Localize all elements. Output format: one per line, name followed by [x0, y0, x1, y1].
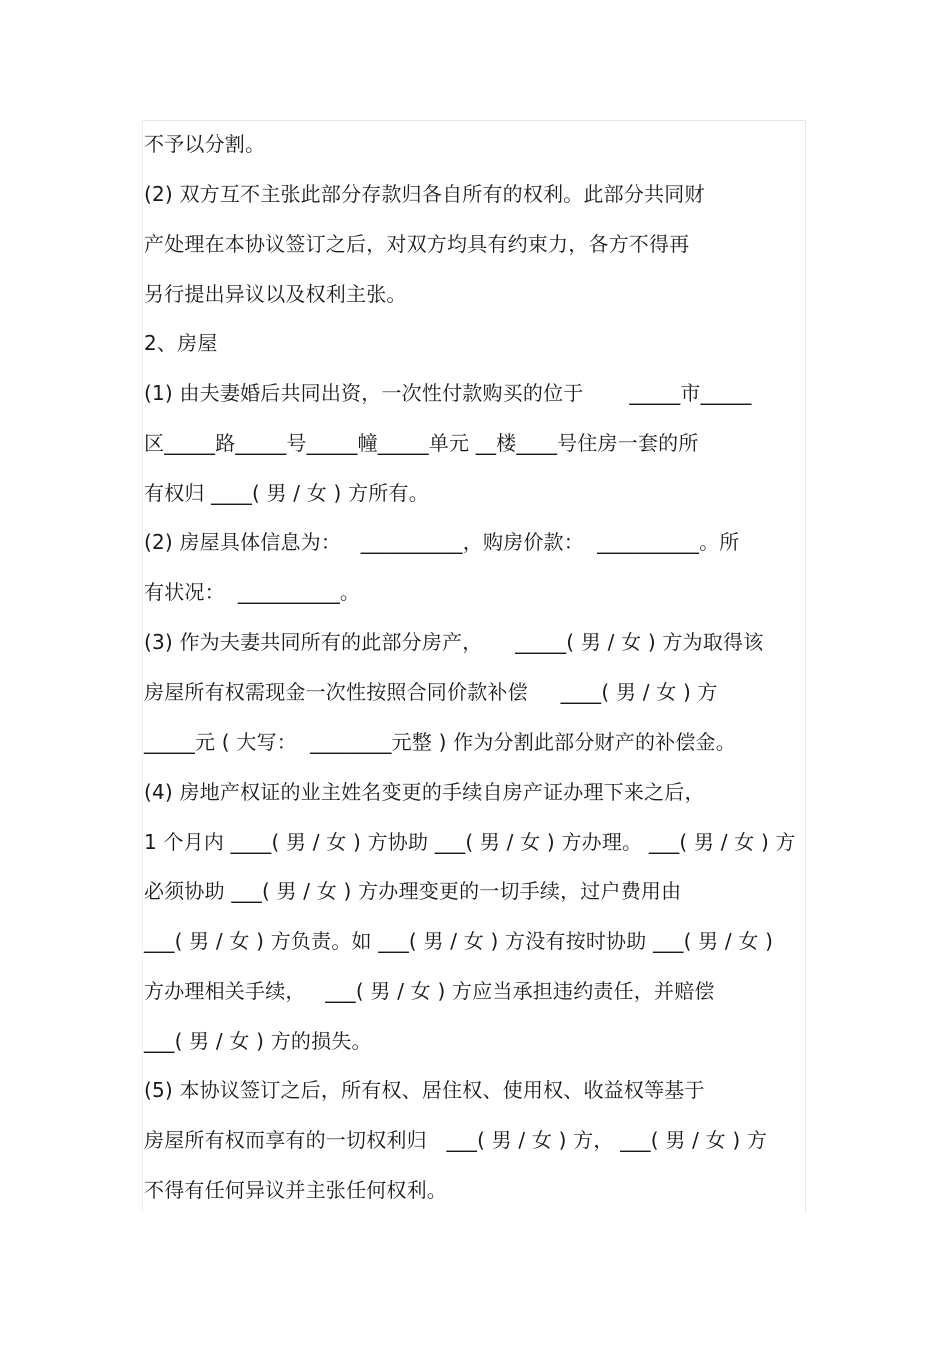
text-line: 产处理在本协议签订之后，对双方均具有约束力，各方不得再: [144, 232, 690, 256]
text-line: 必须协助 ___( 男 / 女 ) 方办理变更的一切手续，过户费用由: [144, 879, 682, 903]
text-line: (2) 房屋具体信息为： __________，购房价款： __________。所: [144, 530, 740, 554]
text-line: (5) 本协议签订之后，所有权、居住权、使用权、收益权等基于: [144, 1078, 705, 1102]
text-line: 方办理相关手续， ___( 男 / 女 ) 方应当承担违约责任，并赔偿: [144, 979, 715, 1003]
text-line: 区_____路_____号_____幢_____单元 __楼____号住房一套的所: [144, 431, 699, 455]
text-line: (3) 作为夫妻共同所有的此部分房产， _____( 男 / 女 ) 方为取得该: [144, 630, 764, 654]
text-line: 不予以分割。: [144, 132, 266, 156]
text-line: ___( 男 / 女 ) 方的损失。: [144, 1029, 372, 1053]
text-line: 有状况： __________。: [144, 580, 361, 604]
text-line: 房屋所有权需现金一次性按照合同价款补偿 ____( 男 / 女 ) 方: [144, 680, 718, 704]
text-line: 1 个月内 ____( 男 / 女 ) 方协助 ___( 男 / 女 ) 方办理。 ___( 男 / 女 ) 方: [144, 830, 796, 854]
text-line: 不得有任何异议并主张任何权利。: [144, 1178, 447, 1202]
text-line: (2) 双方互不主张此部分存款归各自所有的权利。此部分共同财: [144, 182, 705, 206]
text-line: 另行提出异议以及权利主张。: [144, 282, 407, 306]
text-line: (4) 房地产权证的业主姓名变更的手续自房产证办理下来之后，: [144, 780, 705, 804]
section-heading: 2、房屋: [144, 331, 218, 355]
text-line: ___( 男 / 女 ) 方负责。如 ___( 男 / 女 ) 方没有按时协助 ___( 男 / 女 ): [144, 929, 774, 953]
text-line: 房屋所有权而享有的一切权利归 ___( 男 / 女 ) 方， ___( 男 / 女 ) 方: [144, 1128, 768, 1152]
text-line: (1) 由夫妻婚后共同出资，一次性付款购买的位于 _____市_____: [144, 381, 752, 405]
text-line: _____元 ( 大写： ________元整 ) 作为分割此部分财产的补偿金。: [144, 730, 736, 754]
text-line: 有权归 ____( 男 / 女 ) 方所有。: [144, 481, 429, 505]
